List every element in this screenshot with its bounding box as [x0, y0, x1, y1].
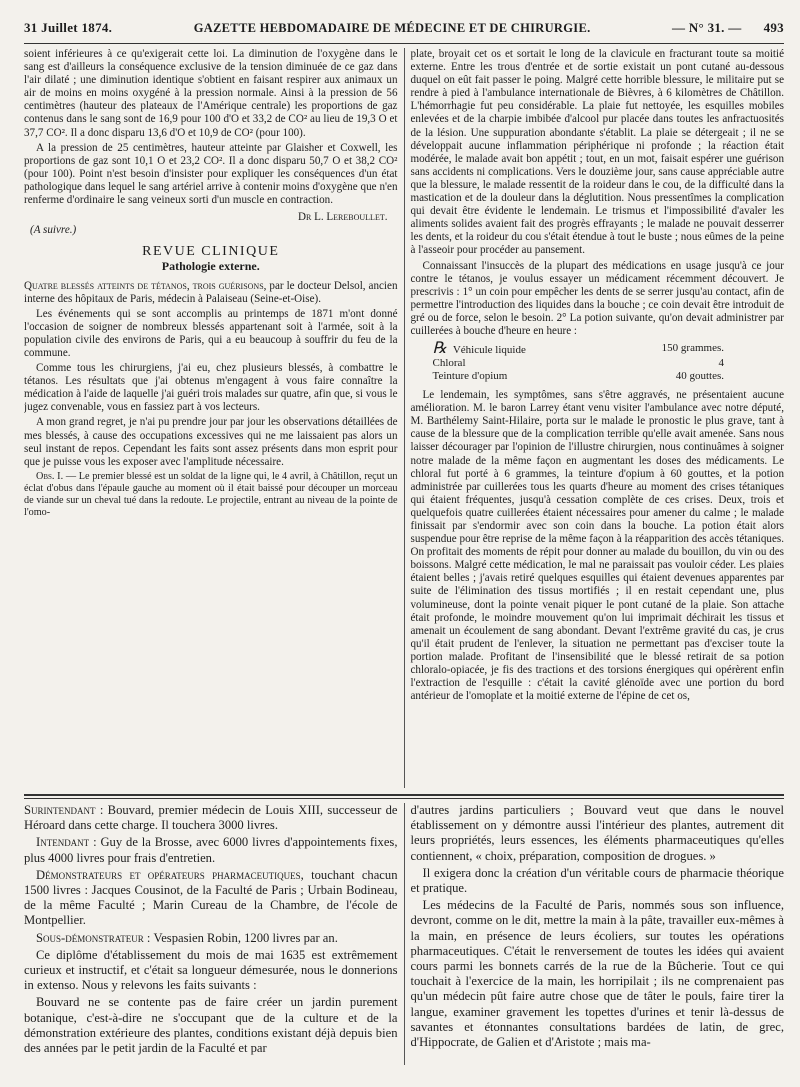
role-text: Bouvard ne se contente pas de faire créer un jardin purement botanique, c'est-à-dire ne s'occupant que de la culture et de la démonstration extérieure des plantes, conditions existant déjà depuis bien des années par le petit jardin de la Faculté et par	[24, 995, 398, 1056]
formula-ingredient: Chloral	[432, 357, 466, 370]
paragraph	[24, 948, 398, 994]
recipe-symbol: ℞	[432, 340, 447, 358]
role-label: Sous-démonstrateur :	[36, 930, 154, 945]
paragraph: Le lendemain, les symptômes, sans s'être aggravés, ne présentaient aucune amélioration. M. le baron Larrey étant venu visiter l'ambulance avec notre député, M. Barthélemy Saint-Hilaire, porta sur le malade le pronostic le plus grave, tant à cause de la blessure que de la complication terrible qu'elle avait amenée. Sans nous laisser décourager par l'opinion de l'illustre chirurgien, nous continuâmes à soigner notre malade de la même façon en augmentant les doses des médicaments. Le chloral fut porté à 6 grammes, la teinture d'opium à 60 gouttes, et la potion administrée par cuillerées tous les quarts d'heure au moment des crises tétaniques qui étaient fréquentes, jusqu'à cessation complète de ces crises. Deux, trois et quelquefois quatre cuillerées étaient nécessaires pour amener du calme ; le malade finissait par s'endormir avec son coin dans la bouche. La potion était alors suspendue pour être reprise de la même façon à la réapparition des accès tétaniques. On profitait des moments de répit pour donner au malade du bouillon, du vin ou des boissons. Malgré cette médication, le mal ne paraissait pas vouloir céder. Les plaies étaient belles ; j'avais retiré quelques esquilles qui étaient devenues apparentes par suite de l'élimination des tissus mortifiés ; il en restait cependant une, plus volumineuse, dont la pointe venait piquer le pont cutané de la plaie. Son attache était profonde, le moindre mouvement qu'on lui imprimait déchirait les tissus et amenait un écoulement de sang abondant. Devant l'extrême gravité du cas, je crus qu'il était prudent de l'enlever, la situation ne permettant pas d'exciser toute la portion malade. Profitant de l'insensibilité que le blessé retirait de sa potion chloralo-opiacée, je fis des tractions et des torsions énergiques qui opérèrent enfin l'extraction de l'esquille : c'était la cavité glénoïde avec une portion du bord antérieur de l'omoplate et la moitié externe de l'épine de cet os,	[410, 389, 784, 703]
observation-label: Obs. I.	[36, 470, 64, 482]
newspaper-page	[24, 20, 784, 1070]
paragraph: Il exigera donc la création d'un véritable cours de pharmacie théorique et pratique.	[410, 865, 784, 896]
paragraph: Les médecins de la Faculté de Paris, nommés sous son influence, devront, comme on le dit, mettre la main à la pâte, travailler eux-mêmes à la main, en présence de leurs écoliers, sur toutes les opérations pharmaceutiques. C'était le renversement de toutes les idées qui avaient cours parmi les bonnets carrés de la rue de la Bûcherie. Tout ce qui touchait à l'exercice de la main, les horripilait ; ils ne comprenaient pas qu'un médecin pût faire autre chose que de tâter le pouls, faire tirer la langue, examiner gravement les topettes d'urines et tenir là-dessus de savantes et étonnantes consultations bardées de latin, de grec, d'Hippocrate, de Galien et d'Aristote ; mais ma-	[410, 898, 784, 1050]
paragraph	[24, 835, 398, 865]
paragraph: A mon grand regret, je n'ai pu prendre jour par jour les observations détaillées de mes blessés, à cause des occupations excessives qui ne me laissaient pas alors un seul instant de repos. Cependant les faits sont assez présents dans mon esprit pour que je puisse vous les exposer avec l'amplitude nécessaire.	[24, 416, 398, 468]
issue-number: — N° 31. —	[671, 20, 742, 35]
formula-amount: 4	[718, 357, 724, 370]
formula-ingredient: Véhicule liquide	[452, 344, 526, 357]
paragraph: Comme tous les chirurgiens, j'ai eu, chez plusieurs blessés, à combattre le tétanos. Les résultats que j'ai obtenus m'engagent à vous faire connaître la médication à l'aide de laquelle j'ai guéri trois malades sur quatre, afin que, si vous le jugez convenable, vous en fassiez part à vos lecteurs.	[24, 362, 398, 414]
bottom-right-column	[404, 803, 785, 1065]
paragraph: soient inférieures à ce qu'exigerait cette loi. La diminution de l'oxygène dans le sang est d'ailleurs la conséquence exclusive de la tension diminuée de ce gaz dans l'air dilaté ; une diminution identique s'obtient en faisant respirer aux animaux un air de moins en moins oxygéné à la pression normale. Ainsi à la pression de 56 centimètres (hauteur des plateaux de l'Amérique centrale) les proportions de gaz contenus dans le sang sont de 16,9 pour 100 d'O et 33,2 de CO² au lieu de 19,3 O et 37,7 CO². Il a donc disparu 13,6 d'O et 10,9 de CO² (pour 100).	[24, 48, 398, 139]
role-text: Ce diplôme d'établissement du mois de mai 1635 est extrêmement curieux et instructif, et c'était sa longueur démesurée, nous le donnerions in extenso. Nous y relevons les faits suivants :	[24, 947, 398, 993]
right-column	[404, 48, 785, 788]
role-text: Guy de la Brosse, avec 6000 livres d'appointements fixes, plus 4000 livres pour frais d'entretien.	[24, 835, 398, 865]
page-number: 493	[763, 20, 784, 35]
journal-title: GAZETTE HEBDOMADAIRE DE MÉDECINE ET DE CHIRURGIE.	[193, 21, 591, 35]
role-text: touchant chacun 1500 livres : Jacques Cousinot, de la Faculté de Paris ; Urbain Bodineau, de la même Faculté ; Marin Cureau de la Chambre, de l'école de Montpellier.	[24, 867, 398, 928]
signature	[24, 211, 388, 224]
formula-row	[411, 357, 785, 370]
role-label: Surintendant :	[24, 803, 108, 817]
section-title: REVUE CLINIQUE	[142, 244, 280, 260]
paragraph: d'autres jardins particuliers ; Bouvard veut que dans le nouvel établissement on y démontre aussi l'intérieur des plantes, autrement dit leurs propriétés, leurs essences, les éléments pharmaceutiques qu'elles contiennent, « choix, préparation, composition de drogues. »	[410, 803, 784, 863]
role-text: Bouvard, premier médecin de Louis XIII, successeur de Héroard dans cette charge. Il touchera 3000 livres.	[24, 803, 398, 833]
author-name: Dr L. Lereboullet.	[297, 211, 388, 224]
paragraph	[24, 931, 398, 946]
observation-paragraph	[24, 471, 398, 519]
page-header	[24, 20, 784, 44]
formula-ingredient: Teinture d'opium	[432, 370, 508, 383]
to-follow-note: (A suivre.)	[30, 224, 77, 237]
formula-row	[411, 370, 785, 383]
prescription-formula	[411, 342, 785, 383]
role-text: Vespasien Robin, 1200 livres par an.	[153, 930, 338, 945]
role-label: Intendant :	[36, 835, 101, 850]
paragraph: Connaissant l'insuccès de la plupart des médications en usage jusqu'à ce jour contre le tétanos, je voulus essayer un médicament récemment découvert. Je prescrivis : 1° un coin pour empêcher les dents de se serrer jusqu'au contact, afin de permettre l'introduction des liquides dans la bouche ; ce coin devait être introduit de gré ou de force, selon le besoin. 2° La potion suivante, qu'on devait administrer par cuillerées à bouche d'heure en heure :	[410, 259, 784, 337]
article-byline: par le docteur Delsol, ancien interne des hôpitaux de Paris, médecin à Palaiseau (Seine-et-Oise).	[24, 279, 398, 305]
formula-row	[411, 342, 785, 357]
role-label: Démonstrateurs et opérateurs pharmaceutiques,	[36, 867, 312, 882]
paragraph: Les événements qui se sont accomplis au printemps de 1871 m'ont donné l'occasion de soigner de nombreux blessés appartenant soit à l'armée, soit à la population civile des environs de Paris, qui a eu beaucoup à souffrir du feu de la commune.	[24, 307, 398, 359]
bottom-section	[24, 803, 784, 1065]
paragraph	[24, 995, 398, 1056]
article-heading	[24, 280, 398, 306]
paragraph: A la pression de 25 centimètres, hauteur atteinte par Glaisher et Coxwell, les proportions de gaz sont 10,1 O et 23,2 CO². Il a donc disparu 50,7 O et 38,2 CO² (pour 100). Point n'est besoin d'insister pour expliquer les conséquences d'un état pathologique dans lequel le sang artériel arrive à contenir moins d'oxygène que n'en renferme d'ordinaire le sang veineux sorti d'un muscle en contraction.	[24, 141, 398, 207]
formula-amount: 150 grammes.	[661, 342, 724, 355]
paragraph	[24, 868, 398, 929]
header-right	[672, 20, 784, 36]
top-section	[24, 48, 784, 788]
paragraph	[24, 803, 398, 833]
bottom-left-column	[24, 803, 404, 1065]
observation-text: — Le premier blessé est un soldat de la ligne qui, le 4 avril, à Châtillon, reçut un éclat d'obus dans l'épaule gauche au moment où il était baissé pour découper un morceau de viande sur un cheval tué dans la redoute. Le projectile, entrant au niveau de la pointe de l'omo-	[24, 470, 398, 518]
paragraph: plate, broyait cet os et sortait le long de la clavicule en fracturant toute sa moitié externe. Entre les trous d'entrée et de sortie existait un pont cutané au-dessous duquel on eût fait passer le poing. Malgré cette horrible blessure, le militaire put se rendre à pied à l'ambulance internationale de Bièvres, à 6 kilomètres de Châtillon. L'hémorrhagie fut peu considérable. La plaie fut nettoyée, les esquilles mobiles enlevées et de la charpie imbibée d'alcool pur placée dans toutes les anfractuosités de la lésion. Une suppuration abondante s'établit. La plaie se détergeait ; il ne se développait aucune inflammation périphérique ni profonde ; la réaction était modérée, le malade avait bon appétit ; tout, en un mot, faisait espérer une guérison sans accidents ni complications. Vers le douzième jour, sans cause appréciable autre que la blessure, le malade ressentit de la roideur dans le cou, de la difficulté dans la mastication et de la douleur dans la déglutition. Nous pressentîmes la complication qui devait être évidente le lendemain. Le trismus et l'impossibilité d'avaler les aliments solides avaient fait des progrès effrayants ; le malade ne pouvait desserrer les dents, et la roideur du cou s'était étendue à tout le buste ; nous eûmes de la peine à l'asseoir pour procéder au pansement.	[410, 48, 784, 257]
section-separator	[24, 794, 784, 799]
left-column	[24, 48, 404, 788]
formula-amount: 40 gouttes.	[675, 370, 724, 383]
section-subtitle: Pathologie externe.	[161, 259, 260, 274]
article-title: Quatre blessés atteints de tétanos, trois guérisons,	[24, 279, 267, 292]
issue-date: 31 Juillet 1874.	[24, 20, 113, 35]
formula-line	[433, 342, 526, 357]
